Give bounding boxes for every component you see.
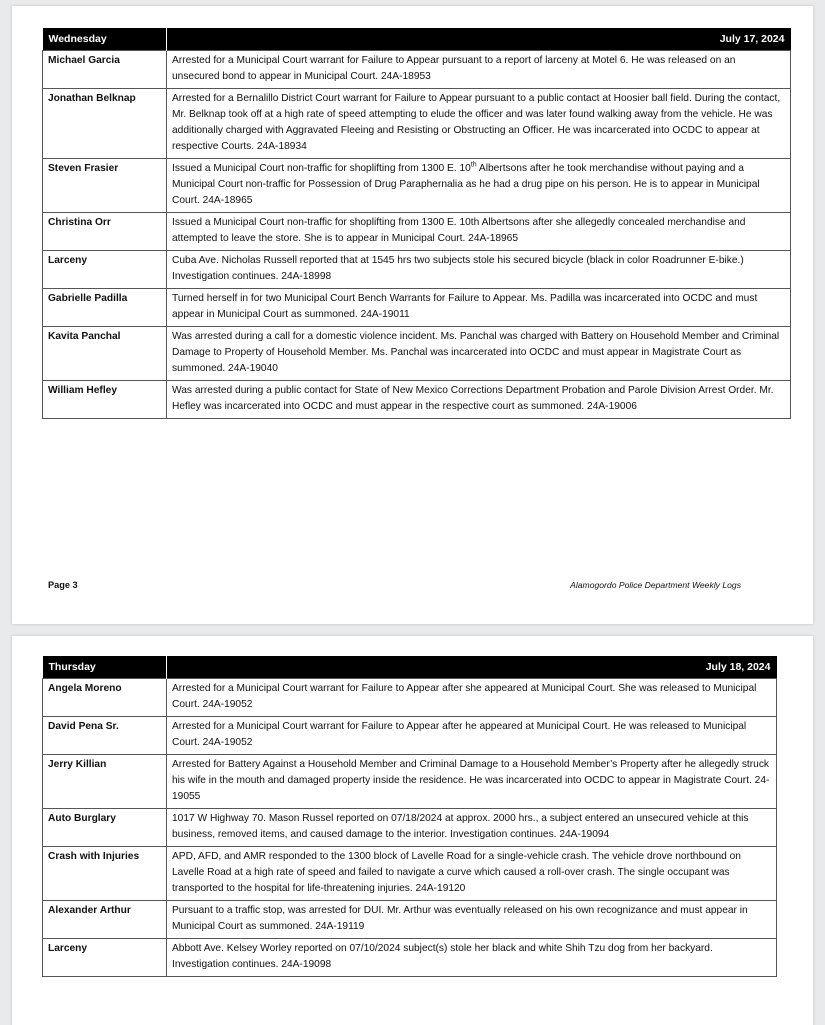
entry-description: Was arrested during a public contact for State of New Mexico Corrections Department Probation and Parole Division Arrest Order. Mr. Hefley was incarcerated into OCDC and must appear in the respective court as summoned. 24A-19006	[167, 380, 791, 418]
entry-description: Arrested for a Municipal Court warrant for Failure to Appear after he appeared at Municipal Court. He was released to Municipal Court. 24A-19052	[167, 716, 777, 754]
date-header: July 17, 2024	[167, 28, 791, 50]
entry-name: Crash with Injuries	[43, 846, 167, 900]
table-row	[43, 754, 777, 808]
entry-name: Auto Burglary	[43, 808, 167, 846]
entry-name: Alexander Arthur	[43, 900, 167, 938]
entry-description: Arrested for Battery Against a Household Member and Criminal Damage to a Household Member’s Property after he allegedly struck his wife in the mouth and damaged property inside the residence. He was incarcerated into OCDC to appear in Magistrate Court. 24-19055	[167, 754, 777, 808]
entry-description	[167, 158, 791, 212]
entry-name: Gabrielle Padilla	[43, 288, 167, 326]
day-header: Thursday	[43, 656, 167, 678]
entry-description: Turned herself in for two Municipal Court Bench Warrants for Failure to Appear. Ms. Padilla was incarcerated into OCDC and must appear in Municipal Court as summoned. 24A-19011	[167, 288, 791, 326]
table-header-row	[43, 656, 777, 678]
document-page-3	[12, 6, 813, 624]
table-row	[43, 250, 791, 288]
document-page-4	[12, 636, 813, 1025]
entry-description: Pursuant to a traffic stop, was arrested for DUI. Mr. Arthur was eventually released on his own recognizance and must appear in Municipal Court as summoned. 24A-19119	[167, 900, 777, 938]
entry-description: Cuba Ave. Nicholas Russell reported that at 1545 hrs two subjects stole his secured bicycle (black in color Roadrunner E-bike.) Investigation continues. 24A-18998	[167, 250, 791, 288]
table-row	[43, 88, 791, 158]
entry-description: Arrested for a Municipal Court warrant for Failure to Appear pursuant to a report of larceny at Motel 6. He was released on an unsecured bond to appear in Municipal Court. 24A-18953	[167, 50, 791, 88]
day-header: Wednesday	[43, 28, 167, 50]
entry-name: Michael Garcia	[43, 50, 167, 88]
entry-description: Arrested for a Bernalillo District Court warrant for Failure to Appear pursuant to a public contact at Hoosier ball field. During the contact, Mr. Belknap took off at a high rate of speed attempting to elude the officer and was later found walking away from the vehicle. He was additionally charged with Aggravated Fleeing and Resisting or Obstructing an Officer. He was incarcerated into OCDC to appear at respective Courts. 24A-18934	[167, 88, 791, 158]
table-row	[43, 326, 791, 380]
table-row	[43, 716, 777, 754]
entry-name: Jonathan Belknap	[43, 88, 167, 158]
table-row	[43, 808, 777, 846]
entry-name: Jerry Killian	[43, 754, 167, 808]
entry-description: Arrested for a Municipal Court warrant for Failure to Appear after she appeared at Municipal Court. She was released to Municipal Court. 24A-19052	[167, 678, 777, 716]
table-row	[43, 678, 777, 716]
entry-name: Kavita Panchal	[43, 326, 167, 380]
table-row	[43, 380, 791, 418]
entry-name: Larceny	[43, 938, 167, 976]
wednesday-log-table	[42, 28, 791, 419]
entry-description: Issued a Municipal Court non-traffic for shoplifting from 1300 E. 10th Albertsons after she allegedly concealed merchandise and attempted to leave the store. She is to appear in Municipal Court. 24A-18965	[167, 212, 791, 250]
table-row	[43, 212, 791, 250]
entry-name: Larceny	[43, 250, 167, 288]
table-header-row	[43, 28, 791, 50]
table-row	[43, 846, 777, 900]
entry-name: William Hefley	[43, 380, 167, 418]
entry-name: David Pena Sr.	[43, 716, 167, 754]
table-row	[43, 288, 791, 326]
entry-name: Christina Orr	[43, 212, 167, 250]
entry-description: APD, AFD, and AMR responded to the 1300 block of Lavelle Road for a single-vehicle crash. The vehicle drove northbound on Lavelle Road at a high rate of speed and failed to navigate a curve which caused a roll-over crash. The single occupant was transported to the hospital for life-threatening injuries. 24A-19120	[167, 846, 777, 900]
page-number: Page 3	[48, 580, 78, 590]
table-row	[43, 158, 791, 212]
thursday-log-table	[42, 656, 777, 977]
entry-text-start: Issued a Municipal Court non-traffic for shoplifting from 1300 E. 10	[172, 162, 471, 174]
table-row	[43, 900, 777, 938]
ordinal-suffix: th	[470, 161, 477, 169]
entry-description: Was arrested during a call for a domestic violence incident. Ms. Panchal was charged with Battery on Household Member and Criminal Damage to Property of Household Member. Ms. Panchal was incarcerated into OCDC and must appear in Magistrate Court as summoned. 24A-19040	[167, 326, 791, 380]
date-header: July 18, 2024	[167, 656, 777, 678]
entry-name: Angela Moreno	[43, 678, 167, 716]
table-row	[43, 938, 777, 976]
entry-description: Abbott Ave. Kelsey Worley reported on 07/10/2024 subject(s) stole her black and white Shih Tzu dog from her backyard. Investigation continues. 24A-19098	[167, 938, 777, 976]
entry-name: Steven Frasier	[43, 158, 167, 212]
footer-title: Alamogordo Police Department Weekly Logs	[570, 580, 741, 590]
entry-description: 1017 W Highway 70. Mason Russel reported on 07/18/2024 at approx. 2000 hrs., a subject entered an unsecured vehicle at this business, removed items, and caused damage to the interior. Investigation continues. 24A-19094	[167, 808, 777, 846]
table-row	[43, 50, 791, 88]
entry-text-end: Albertsons after he took merchandise without paying and a Municipal Court non-traffic for Possession of Drug Paraphernalia as he had a drug pipe on his person. He is to appear in Municipal Court. 24A-18965	[172, 162, 760, 206]
